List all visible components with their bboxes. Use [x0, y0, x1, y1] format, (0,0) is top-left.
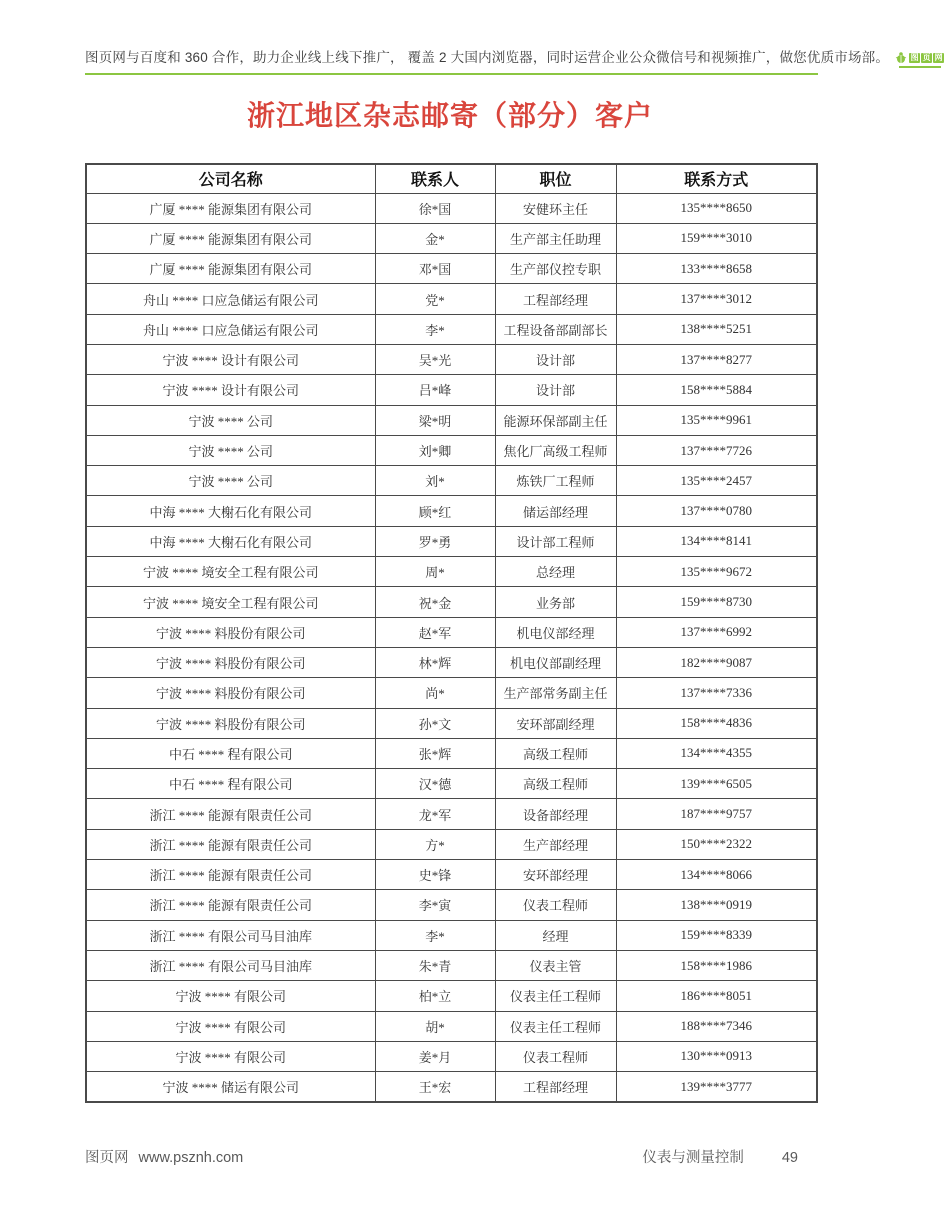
- table-row: [86, 769, 817, 799]
- cell-phone: 137****6992: [616, 617, 817, 647]
- cell-position: 设计部: [495, 344, 616, 374]
- cell-position: 总经理: [495, 557, 616, 587]
- cell-position: 高级工程师: [495, 769, 616, 799]
- page-footer: [85, 1146, 816, 1167]
- cell-phone: 150****2322: [616, 829, 817, 859]
- cell-phone: 135****9672: [616, 557, 817, 587]
- cell-phone: 137****0780: [616, 496, 817, 526]
- table-row: [86, 284, 817, 314]
- cell-phone: 138****0919: [616, 890, 817, 920]
- cell-position: 工程部经理: [495, 1072, 616, 1102]
- cell-phone: 158****1986: [616, 950, 817, 980]
- cell-contact: 孙*文: [375, 708, 495, 738]
- cell-contact: 赵*军: [375, 617, 495, 647]
- table-row: [86, 617, 817, 647]
- cell-company: 宁波 **** 公司: [86, 435, 375, 465]
- cell-company: 中石 **** 程有限公司: [86, 769, 375, 799]
- cell-company: 浙江 **** 能源有限责任公司: [86, 829, 375, 859]
- cell-phone: 137****8277: [616, 344, 817, 374]
- table-row: [86, 1041, 817, 1071]
- cell-contact: 林*辉: [375, 647, 495, 677]
- cell-company: 中石 **** 程有限公司: [86, 738, 375, 768]
- table-row: [86, 829, 817, 859]
- cell-company: 浙江 **** 有限公司马目油库: [86, 920, 375, 950]
- cell-company: 宁波 **** 料股份有限公司: [86, 708, 375, 738]
- footer-page-number: 49: [781, 1150, 798, 1166]
- cell-contact: 党*: [375, 284, 495, 314]
- cell-phone: 159****3010: [616, 223, 817, 253]
- cell-company: 宁波 **** 公司: [86, 466, 375, 496]
- table-row: [86, 678, 817, 708]
- cell-contact: 吕*峰: [375, 375, 495, 405]
- cell-contact: 李*寅: [375, 890, 495, 920]
- cell-phone: 135****9961: [616, 405, 817, 435]
- cell-position: 生产部仪控专职: [495, 254, 616, 284]
- cell-contact: 祝*金: [375, 587, 495, 617]
- cell-contact: 刘*: [375, 466, 495, 496]
- cell-company: 浙江 **** 能源有限责任公司: [86, 860, 375, 890]
- cell-phone: 135****2457: [616, 466, 817, 496]
- cell-contact: 史*锋: [375, 860, 495, 890]
- cell-company: 广厦 **** 能源集团有限公司: [86, 193, 375, 223]
- cell-position: 生产部经理: [495, 829, 616, 859]
- cell-contact: 尚*: [375, 678, 495, 708]
- cell-contact: 方*: [375, 829, 495, 859]
- cell-phone: 158****4836: [616, 708, 817, 738]
- cell-company: 浙江 **** 能源有限责任公司: [86, 799, 375, 829]
- table-row: [86, 496, 817, 526]
- footer-site-url: www.psznh.com: [138, 1150, 244, 1166]
- bug-logo-icon: [895, 51, 907, 64]
- table-row: [86, 647, 817, 677]
- col-header-phone: 联系方式: [616, 164, 817, 193]
- cell-position: 机电仪部副经理: [495, 647, 616, 677]
- promo-header: [85, 46, 943, 75]
- cell-contact: 金*: [375, 223, 495, 253]
- table-row: [86, 950, 817, 980]
- cell-company: 舟山 **** 口应急储运有限公司: [86, 284, 375, 314]
- cell-position: 工程部经理: [495, 284, 616, 314]
- table-row: [86, 526, 817, 556]
- table-row: [86, 920, 817, 950]
- cell-position: 仪表主任工程师: [495, 1011, 616, 1041]
- table-row: [86, 344, 817, 374]
- site-logo: [895, 51, 944, 68]
- cell-position: 业务部: [495, 587, 616, 617]
- table-row: [86, 708, 817, 738]
- table-row: [86, 587, 817, 617]
- cell-company: 宁波 **** 储运有限公司: [86, 1072, 375, 1102]
- cell-position: 能源环保部副主任: [495, 405, 616, 435]
- cell-contact: 罗*勇: [375, 526, 495, 556]
- table-row: [86, 314, 817, 344]
- cell-contact: 王*宏: [375, 1072, 495, 1102]
- cell-position: 仪表主管: [495, 950, 616, 980]
- cell-phone: 139****3777: [616, 1072, 817, 1102]
- cell-phone: 137****7726: [616, 435, 817, 465]
- cell-position: 设计部: [495, 375, 616, 405]
- cell-company: 宁波 **** 料股份有限公司: [86, 617, 375, 647]
- cell-contact: 姜*月: [375, 1041, 495, 1071]
- cell-position: 工程设备部副部长: [495, 314, 616, 344]
- cell-company: 宁波 **** 设计有限公司: [86, 375, 375, 405]
- cell-position: 焦化厂高级工程师: [495, 435, 616, 465]
- cell-contact: 朱*青: [375, 950, 495, 980]
- cell-company: 中海 **** 大榭石化有限公司: [86, 496, 375, 526]
- table-row: [86, 375, 817, 405]
- table-header-row: [86, 164, 817, 193]
- table-row: [86, 223, 817, 253]
- cell-contact: 徐*国: [375, 193, 495, 223]
- cell-company: 宁波 **** 有限公司: [86, 1041, 375, 1071]
- table-row: [86, 557, 817, 587]
- table-row: [86, 466, 817, 496]
- cell-contact: 刘*卿: [375, 435, 495, 465]
- cell-phone: 138****5251: [616, 314, 817, 344]
- cell-contact: 吴*光: [375, 344, 495, 374]
- footer-site-name: 图页网: [85, 1150, 129, 1166]
- cell-company: 广厦 **** 能源集团有限公司: [86, 223, 375, 253]
- table-row: [86, 1072, 817, 1102]
- cell-phone: 159****8730: [616, 587, 817, 617]
- cell-company: 宁波 **** 境安全工程有限公司: [86, 557, 375, 587]
- cell-company: 宁波 **** 有限公司: [86, 981, 375, 1011]
- cell-position: 设计部工程师: [495, 526, 616, 556]
- cell-phone: 134****8141: [616, 526, 817, 556]
- cell-phone: 130****0913: [616, 1041, 817, 1071]
- cell-contact: 张*辉: [375, 738, 495, 768]
- cell-contact: 龙*军: [375, 799, 495, 829]
- cell-company: 广厦 **** 能源集团有限公司: [86, 254, 375, 284]
- footer-journal-name: 仪表与测量控制: [642, 1150, 744, 1166]
- cell-position: 机电仪部经理: [495, 617, 616, 647]
- cell-phone: 134****4355: [616, 738, 817, 768]
- cell-company: 舟山 **** 口应急储运有限公司: [86, 314, 375, 344]
- col-header-position: 职位: [495, 164, 616, 193]
- cell-position: 经理: [495, 920, 616, 950]
- cell-company: 浙江 **** 能源有限责任公司: [86, 890, 375, 920]
- cell-phone: 139****6505: [616, 769, 817, 799]
- cell-company: 浙江 **** 有限公司马目油库: [86, 950, 375, 980]
- cell-position: 生产部主任助理: [495, 223, 616, 253]
- table-row: [86, 193, 817, 223]
- page-title: 浙江地区杂志邮寄（部分）客户: [246, 100, 653, 131]
- cell-contact: 梁*明: [375, 405, 495, 435]
- table-row: [86, 799, 817, 829]
- cell-position: 仪表工程师: [495, 890, 616, 920]
- table-row: [86, 890, 817, 920]
- cell-contact: 胡*: [375, 1011, 495, 1041]
- cell-position: 仪表工程师: [495, 1041, 616, 1071]
- cell-phone: 188****7346: [616, 1011, 817, 1041]
- cell-company: 宁波 **** 料股份有限公司: [86, 678, 375, 708]
- table-row: [86, 435, 817, 465]
- cell-position: 高级工程师: [495, 738, 616, 768]
- cell-phone: 187****9757: [616, 799, 817, 829]
- cell-contact: 柏*立: [375, 981, 495, 1011]
- cell-position: 储运部经理: [495, 496, 616, 526]
- cell-company: 中海 **** 大榭石化有限公司: [86, 526, 375, 556]
- cell-contact: 汉*德: [375, 769, 495, 799]
- promo-text: 图页网与百度和 360 合作，助力企业线上线下推广， 覆盖 2 大国内浏览器，同时运营企业公众微信号和视频推广，做您优质市场部。: [85, 50, 890, 65]
- cell-company: 宁波 **** 设计有限公司: [86, 344, 375, 374]
- col-header-company: 公司名称: [86, 164, 375, 193]
- cell-phone: 134****8066: [616, 860, 817, 890]
- table-row: [86, 981, 817, 1011]
- cell-position: 安健环主任: [495, 193, 616, 223]
- cell-contact: 邓*国: [375, 254, 495, 284]
- cell-position: 生产部常务副主任: [495, 678, 616, 708]
- cell-phone: 186****8051: [616, 981, 817, 1011]
- cell-contact: 顾*红: [375, 496, 495, 526]
- cell-position: 炼铁厂工程师: [495, 466, 616, 496]
- cell-contact: 周*: [375, 557, 495, 587]
- cell-phone: 182****9087: [616, 647, 817, 677]
- logo-underline: [899, 66, 941, 68]
- cell-position: 设备部经理: [495, 799, 616, 829]
- cell-phone: 137****3012: [616, 284, 817, 314]
- cell-company: 宁波 **** 境安全工程有限公司: [86, 587, 375, 617]
- cell-position: 安环部副经理: [495, 708, 616, 738]
- cell-phone: 137****7336: [616, 678, 817, 708]
- cell-phone: 133****8658: [616, 254, 817, 284]
- table-row: [86, 1011, 817, 1041]
- cell-company: 宁波 **** 料股份有限公司: [86, 647, 375, 677]
- table-row: [86, 254, 817, 284]
- cell-phone: 158****5884: [616, 375, 817, 405]
- customer-table: [85, 163, 818, 1103]
- logo-text: 图 页 网: [910, 52, 943, 62]
- table-row: [86, 738, 817, 768]
- col-header-contact: 联系人: [375, 164, 495, 193]
- cell-position: 安环部经理: [495, 860, 616, 890]
- table-row: [86, 405, 817, 435]
- cell-contact: 李*: [375, 314, 495, 344]
- cell-company: 宁波 **** 公司: [86, 405, 375, 435]
- cell-company: 宁波 **** 有限公司: [86, 1011, 375, 1041]
- table-row: [86, 860, 817, 890]
- customer-table-wrap: [85, 163, 816, 1103]
- cell-phone: 135****8650: [616, 193, 817, 223]
- cell-contact: 李*: [375, 920, 495, 950]
- cell-position: 仪表主任工程师: [495, 981, 616, 1011]
- cell-phone: 159****8339: [616, 920, 817, 950]
